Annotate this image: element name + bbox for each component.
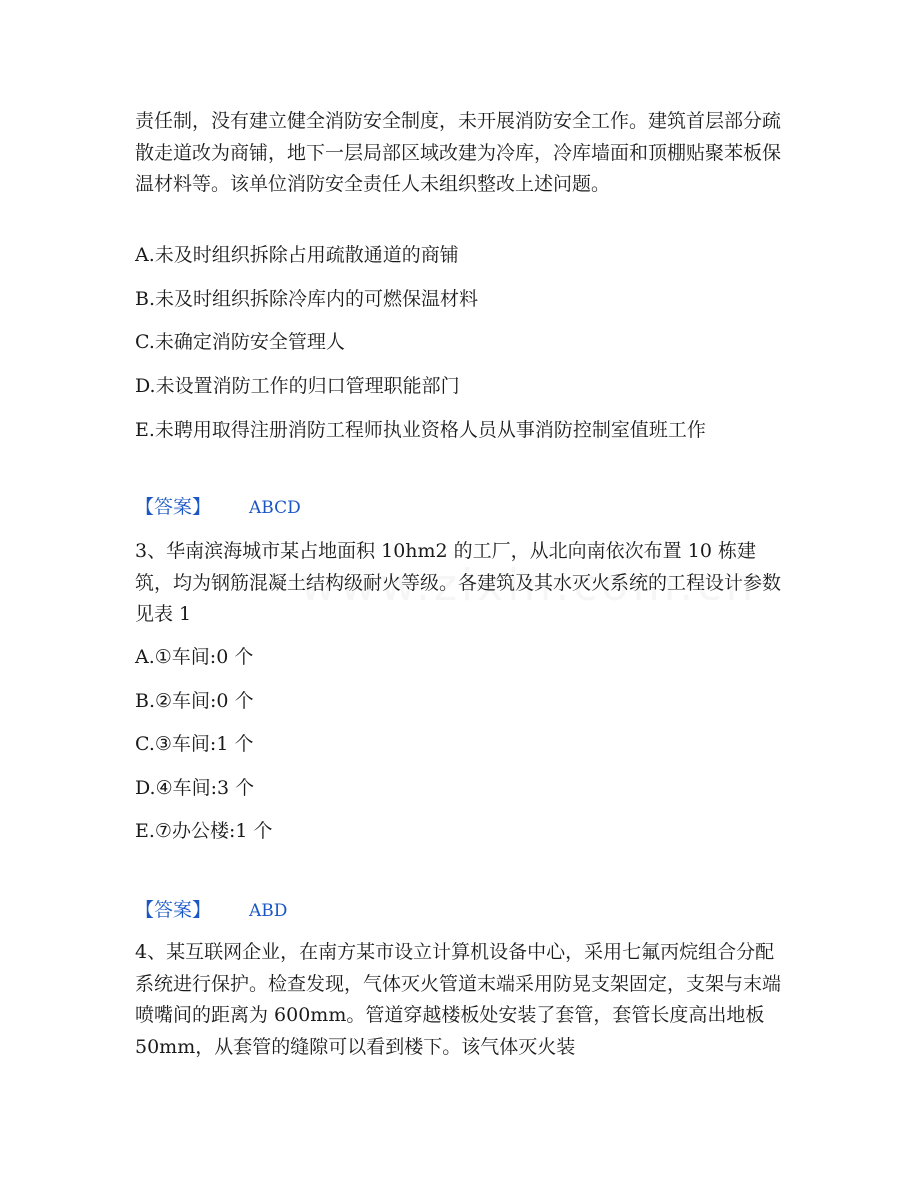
q2-answer [135, 495, 301, 520]
q3-option-d: D.④车间:3 个 [135, 777, 255, 799]
answer-label: 【答案】 [135, 496, 212, 518]
q2-option-d: D.未设置消防工作的归口管理职能部门 [135, 375, 460, 397]
q2-option-c: C.未确定消防安全管理人 [135, 331, 345, 353]
answer-value: ABCD [249, 498, 301, 518]
question-4-stem: 4、某互联网企业，在南方某市设立计算机设备中心，采用七氟丙烷组合分配系统进行保护。检查发现，气体灭火管道末端采用防晃支架固定，支架与末端喷嘴间的距离为 600mm。管道穿越楼板处安装了套管，套管长度高出地板 50mm，从套管的缝隙可以看到楼下。该气体灭火装 [135, 941, 782, 1058]
q3-option-c: C.③车间:1 个 [135, 733, 254, 755]
q3-answer [135, 898, 287, 923]
q2-option-a: A.未及时组织拆除占用疏散通道的商铺 [135, 244, 459, 266]
answer-value: ABD [249, 901, 288, 921]
question-2-stem: 责任制，没有建立健全消防安全制度，未开展消防安全工作。建筑首层部分疏散走道改为商铺，地下一层局部区域改建为冷库，冷库墙面和顶棚贴聚苯板保温材料等。该单位消防安全责任人未组织整改上述问题。 [135, 110, 782, 195]
q2-option-e: E.未聘用取得注册消防工程师执业资格人员从事消防控制室值班工作 [135, 419, 706, 441]
q3-option-b: B.②车间:0 个 [135, 690, 254, 712]
q2-option-b: B.未及时组织拆除冷库内的可燃保温材料 [135, 288, 479, 310]
q3-option-e: E.⑦办公楼:1 个 [135, 820, 273, 842]
answer-label: 【答案】 [135, 899, 212, 921]
q3-option-a: A.①车间:0 个 [135, 646, 254, 668]
question-3-stem: 3、华南滨海城市某占地面积 10hm2 的工厂，从北向南依次布置 10 栋建筑，均为钢筋混凝土结构级耐火等级。各建筑及其水灭火系统的工程设计参数见表 1 [135, 540, 782, 625]
